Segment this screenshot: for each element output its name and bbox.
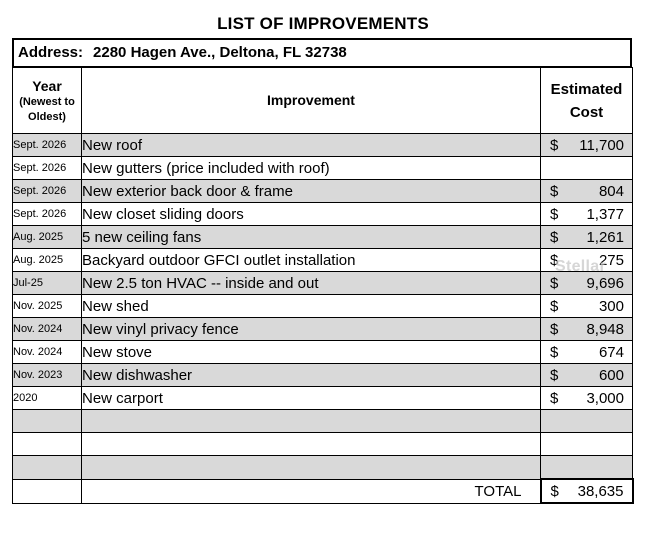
year-cell: Nov. 2023 [13,364,82,387]
year-cell: Sept. 2026 [13,134,82,157]
cost-column-header [541,68,633,134]
cost-cell [541,134,633,157]
currency-symbol: $ [550,343,559,361]
year-cell [13,456,82,480]
improvement-column-header: Improvement [82,68,541,134]
total-row [13,479,633,503]
improvement-cell [82,433,541,456]
total-label: TOTAL [82,479,541,503]
improvement-cell: New carport [82,387,541,410]
table-row [13,318,633,341]
cost-value: 8,948 [586,320,624,338]
currency-symbol: $ [550,182,559,200]
cost-cell [541,157,633,180]
year-cell: 2020 [13,387,82,410]
cost-cell [541,364,633,387]
currency-symbol: $ [550,297,559,315]
improvement-cell: New gutters (price included with roof) [82,157,541,180]
improvement-cell: New vinyl privacy fence [82,318,541,341]
cost-cell [541,295,633,318]
table-header-row [13,68,633,134]
total-value: 38,635 [577,482,624,500]
cost-value: 804 [598,182,624,200]
cost-value: 1,377 [586,205,624,223]
year-cell: Aug. 2025 [13,226,82,249]
cost-header-line2: Cost [569,103,604,121]
improvement-cell: New exterior back door & frame [82,180,541,203]
currency-symbol: $ [550,482,559,500]
currency-symbol: $ [550,228,559,246]
cost-cell [541,387,633,410]
table-row [13,387,633,410]
table-row [13,410,633,433]
year-cell: Jul-25 [13,272,82,295]
cost-cell [541,226,633,249]
currency-symbol: $ [550,366,559,384]
year-header-sub1: (Newest to [19,95,75,108]
improvement-cell: New dishwasher [82,364,541,387]
table-row [13,203,633,226]
table-row [13,295,633,318]
year-cell: Nov. 2024 [13,341,82,364]
cost-cell [541,341,633,364]
currency-symbol: $ [550,205,559,223]
table-row [13,433,633,456]
cost-value: 11,700 [579,136,624,154]
cost-cell [541,180,633,203]
total-row-year-cell [13,479,82,503]
table-row [13,134,633,157]
table-row [13,341,633,364]
year-cell: Sept. 2026 [13,157,82,180]
cost-cell [541,318,633,341]
improvement-cell: 5 new ceiling fans [82,226,541,249]
table-row [13,180,633,203]
year-cell [13,410,82,433]
currency-symbol: $ [550,274,559,292]
address-label: Address: [18,44,84,61]
cost-value: 3,000 [586,389,624,407]
year-cell [13,433,82,456]
improvement-cell: New stove [82,341,541,364]
table-row [13,249,633,272]
cost-value: 1,261 [586,228,624,246]
address-value: 2280 Hagen Ave., Deltona, FL 32738 [93,44,347,61]
cost-value: 674 [598,343,624,361]
improvement-cell: New closet sliding doors [82,203,541,226]
table-row [13,272,633,295]
cost-cell [541,410,633,433]
cost-value: 9,696 [586,274,624,292]
improvement-cell [82,456,541,480]
improvements-table [12,67,634,504]
total-cost-cell [541,479,633,503]
cost-value: 275 [598,251,624,269]
currency-symbol: $ [550,136,559,154]
year-cell: Aug. 2025 [13,249,82,272]
cost-cell [541,433,633,456]
cost-cell [541,203,633,226]
page-title: LIST OF IMPROVEMENTS [217,14,429,33]
watermark-logo: Stellar [555,258,607,275]
table-row [13,226,633,249]
year-cell: Nov. 2025 [13,295,82,318]
cost-cell [541,456,633,480]
year-header-sub2: Oldest) [28,110,66,123]
currency-symbol: $ [550,320,559,338]
currency-symbol: $ [550,251,559,269]
cost-header-line1: Estimated [550,80,623,98]
improvement-cell: New shed [82,295,541,318]
improvement-cell: Backyard outdoor GFCI outlet installation [82,249,541,272]
cost-value: 300 [598,297,624,315]
year-header-label: Year [32,77,62,94]
year-cell: Nov. 2024 [13,318,82,341]
table-row [13,456,633,480]
table-row [13,157,633,180]
improvement-cell: New 2.5 ton HVAC -- inside and out [82,272,541,295]
year-cell: Sept. 2026 [13,203,82,226]
cost-value: 600 [598,366,624,384]
currency-symbol: $ [550,389,559,407]
address-box [12,38,632,68]
table-row [13,364,633,387]
year-cell: Sept. 2026 [13,180,82,203]
improvement-cell: New roof [82,134,541,157]
year-column-header [13,68,82,134]
improvement-cell [82,410,541,433]
